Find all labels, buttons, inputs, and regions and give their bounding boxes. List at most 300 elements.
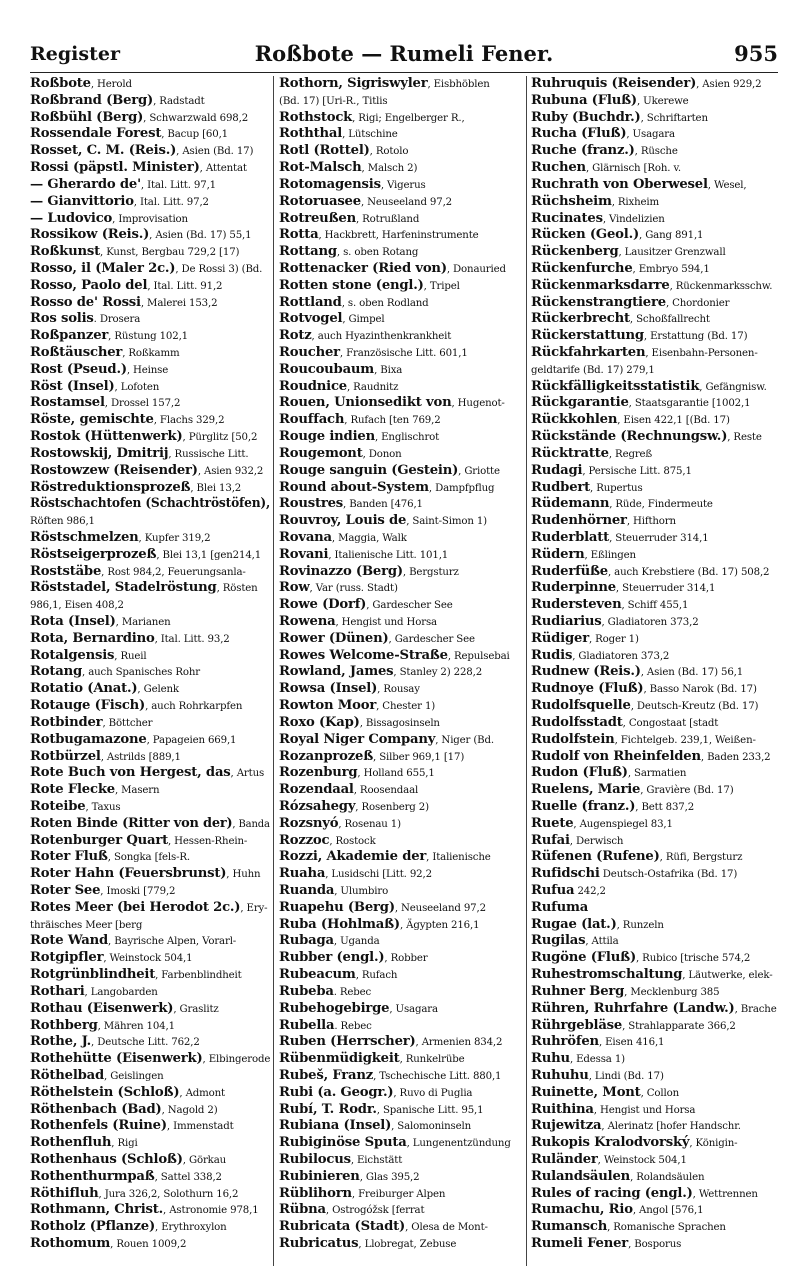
index-entry: [30, 93, 270, 110]
entry-reference: , Flachs 329,2: [153, 415, 225, 427]
entry-reference: , Gravière (Bd. 17): [640, 785, 734, 797]
index-entry: [30, 429, 270, 446]
entry-reference: , Gladiatoren 373,2: [572, 650, 670, 662]
entry-reference: , Lausitzer Grenzwall: [618, 247, 726, 259]
column-divider: [273, 76, 274, 1266]
index-entry: [30, 933, 270, 950]
entry-reference: , Eisen 416,1: [598, 1037, 665, 1049]
entry-headword: Roucher: [279, 345, 340, 360]
index-entry: [279, 1068, 523, 1085]
entry-headword: Rote Buch von Hergest, das: [30, 765, 231, 781]
entry-reference: , Schiff 455,1: [621, 600, 689, 612]
index-entry: [279, 362, 523, 379]
entry-headword: Rotl (Rottel): [279, 143, 370, 159]
entry-headword: Rower (Dünen): [279, 630, 389, 646]
index-entry: [531, 1118, 779, 1135]
entry-headword: Rudis: [531, 647, 573, 663]
index-entry: [279, 76, 523, 93]
entry-headword: Ruete: [531, 815, 574, 831]
entry-reference: 242,2: [574, 886, 606, 897]
entry-reference: , Reste: [727, 432, 762, 444]
index-entry: [531, 648, 779, 665]
index-entry: [531, 1219, 779, 1236]
entry-reference: , Rotrußland: [355, 213, 420, 225]
index-entry: [30, 1186, 270, 1203]
header-rule: [30, 72, 778, 73]
entry-reference: , Niger (Bd.: [435, 734, 494, 746]
entry-headword: Rotomagensis: [279, 176, 381, 192]
entry-headword: Rotvogel: [279, 311, 343, 327]
entry-headword: Rozzi, Akademie der: [279, 849, 427, 865]
entry-headword: Rückerbrecht: [531, 311, 630, 327]
index-entry: [30, 950, 270, 967]
column-divider: [526, 76, 527, 1266]
entry-reference: , Chester 1): [376, 701, 436, 713]
entry-headword: Ruhuhu: [531, 1067, 589, 1083]
entry-reference: , Chordonier: [665, 297, 730, 309]
entry-headword: Rubehogebirge: [279, 1000, 390, 1016]
entry-headword: Roststäbe: [30, 563, 102, 579]
entry-reference: , Drossel 157,2: [104, 398, 181, 410]
index-entry: [279, 110, 523, 127]
index-entry: [279, 160, 523, 177]
index-entry: [531, 984, 779, 1001]
entry-headword: Rüdemann: [531, 496, 610, 512]
entry-headword: Rost (Pseud.): [30, 361, 127, 377]
entry-headword: Rotang: [30, 664, 83, 680]
index-entry: [531, 177, 779, 194]
entry-reference: , Rosenau 1): [338, 818, 401, 830]
entry-reference: , Baden 233,2: [700, 751, 771, 763]
entry-headword: Rugilas: [531, 933, 586, 949]
entry-headword: Rubinieren: [279, 1168, 360, 1184]
index-entry: [531, 664, 779, 681]
entry-reference: , Läutwerke, elek-: [682, 970, 773, 982]
entry-headword: Rumeli Fener: [531, 1236, 629, 1252]
entry-reference: , Königin-: [689, 1138, 738, 1150]
entry-headword: Ruithina: [531, 1101, 594, 1117]
index-entry: [531, 93, 779, 110]
entry-reference: , Asien 929,2: [696, 79, 762, 90]
index-entry: [279, 1186, 523, 1203]
index-entry: [279, 967, 523, 984]
index-entry: [279, 345, 523, 362]
index-entry: [531, 379, 779, 396]
entry-reference: , Kunst, Bergbau 729,2 [17): [100, 247, 240, 259]
index-entry: [531, 463, 779, 480]
index-entry: [279, 530, 523, 547]
entry-reference: , Hengist und Horsa: [335, 617, 437, 628]
entry-reference: thräisches Meer [berg: [30, 919, 143, 931]
entry-headword: Rubeš, Franz: [279, 1067, 374, 1083]
entry-headword: Ruby (Buchdr.): [531, 109, 641, 125]
index-entry: [531, 1152, 779, 1169]
entry-reference: , Llobregat, Zebuse: [358, 1239, 457, 1251]
index-entry: [30, 126, 270, 143]
entry-reference: , Hugenot-: [451, 398, 505, 410]
index-entry: [531, 933, 779, 950]
entry-reference: , s. oben Rotang: [336, 247, 419, 259]
entry-reference: , Usagara: [389, 1003, 438, 1015]
entry-reference: , Papageien 669,1: [146, 734, 237, 746]
entry-reference: , Usagara: [626, 129, 675, 141]
entry-reference: , Ulumbiro: [334, 886, 389, 897]
entry-reference: , Rigi; Engelberger R.,: [352, 112, 465, 124]
index-entry: [30, 1085, 270, 1102]
entry-reference: , Derwisch: [569, 835, 624, 847]
entry-headword: Rumachu, Rio: [531, 1202, 633, 1218]
entry-reference: , Hifthorn: [626, 516, 676, 528]
index-entry: [30, 917, 270, 934]
entry-reference: , Deutsch-Kreutz (Bd. 17): [630, 701, 759, 713]
entry-reference: , Rolandsäulen: [630, 1171, 705, 1183]
index-entry: [279, 429, 523, 446]
entry-reference: , Staatsgarantie [1002,1: [628, 398, 751, 410]
index-entry: [279, 463, 523, 480]
index-entry: [531, 530, 779, 547]
entry-reference: , Rüstung 102,1: [108, 331, 188, 343]
entry-headword: — Gherardo de': [30, 176, 141, 192]
index-entry: [279, 1051, 523, 1068]
entry-reference: , Ery-: [240, 902, 268, 914]
index-entry: [531, 227, 779, 244]
entry-reference: , Gladiatoren 373,2: [601, 617, 699, 628]
entry-headword: Rubricata (Stadt): [279, 1219, 406, 1235]
index-entry: [279, 950, 523, 967]
index-entry: [531, 1102, 779, 1119]
index-entry: [279, 1219, 523, 1236]
index-entry: [279, 816, 523, 833]
entry-reference: , Raudnitz: [346, 381, 399, 393]
index-entry: [531, 362, 779, 379]
entry-reference: , Immenstadt: [166, 1121, 234, 1133]
index-entry: [30, 749, 270, 766]
entry-reference: , Elbingerode: [202, 1054, 270, 1066]
entry-reference: , Rüfi, Bergsturz: [659, 852, 743, 864]
entry-reference: , Bayrische Alpen, Vorarl-: [108, 936, 237, 948]
entry-reference: , Vindelizien: [602, 213, 665, 225]
entry-headword: Rühren, Ruhrfahre (Landw.): [531, 1000, 735, 1016]
index-entry: [30, 698, 270, 715]
entry-headword: Rugöne (Fluß): [531, 950, 636, 966]
index-entry: [531, 547, 779, 564]
entry-reference: , Artus: [230, 768, 265, 780]
index-entry: [279, 648, 523, 665]
index-entry: [30, 597, 270, 614]
entry-reference: , Eisen 422,1 [(Bd. 17): [617, 415, 730, 427]
entry-reference: , Geislingen: [104, 1070, 164, 1082]
entry-headword: Rotbugamazone: [30, 731, 147, 747]
index-entry: [531, 143, 779, 160]
entry-reference: , Salomoninseln: [391, 1121, 472, 1133]
index-entry: [30, 278, 270, 295]
entry-reference: , Blei 13,1 [gen214,1: [156, 549, 262, 561]
entry-reference: , Bergsturz: [402, 566, 459, 578]
entry-headword: Roteibe: [30, 798, 86, 814]
entry-reference: , Asien (Bd. 17): [176, 146, 254, 158]
entry-reference: . Drosera: [93, 314, 141, 326]
entry-headword: Rowsa (Insel): [279, 681, 378, 697]
index-entry: [531, 631, 779, 648]
index-entry: [279, 93, 523, 110]
entry-reference: , Attentat: [199, 163, 247, 175]
entry-headword: Roter See: [30, 883, 101, 898]
index-entry: [30, 1135, 270, 1152]
entry-reference: , Erstattung (Bd. 17): [643, 331, 748, 343]
entry-reference: , Alerinatz [hofer Handschr.: [601, 1121, 741, 1133]
index-entry: [531, 211, 779, 228]
entry-headword: Rothenfluh: [30, 1135, 112, 1151]
entry-reference: , Hackbrett, Harfeninstrumente: [318, 230, 479, 242]
index-entry: [279, 900, 523, 917]
entry-headword: Rudersteven: [531, 597, 622, 613]
entry-headword: Rufuma: [531, 899, 589, 915]
index-entry: [30, 564, 270, 581]
index-entry: [531, 866, 779, 883]
entry-headword: Rote Wand: [30, 933, 109, 949]
index-entry: [30, 984, 270, 1001]
entry-reference: , Russische Litt.: [168, 448, 249, 460]
entry-reference: , Vigerus: [380, 179, 426, 191]
index-entry: [531, 76, 779, 93]
index-entry: [30, 194, 270, 211]
index-entry: [531, 311, 779, 328]
index-entry: [30, 580, 270, 597]
index-entry: [531, 698, 779, 715]
index-entry: [531, 681, 779, 698]
entry-headword: Roththal: [279, 126, 343, 142]
index-entry: [531, 1236, 779, 1253]
entry-headword: Röthelbad: [30, 1067, 105, 1083]
entry-headword: — Ludovico: [30, 210, 113, 226]
entry-reference: , Wesel,: [707, 179, 747, 191]
entry-reference: , Weinstock 504,1: [103, 953, 193, 965]
index-entry: [279, 244, 523, 261]
index-entry: [279, 749, 523, 766]
entry-headword: Rudon (Fluß): [531, 765, 628, 781]
index-entry: [279, 1085, 523, 1102]
entry-reference: , Schoßfallrecht: [629, 314, 710, 326]
entry-headword: Roucoubaum: [279, 361, 375, 377]
index-entry: [531, 395, 779, 412]
index-entry: [531, 799, 779, 816]
entry-reference: , Persische Litt. 875,1: [582, 465, 692, 477]
index-entry: [279, 211, 523, 228]
index-entry: [30, 883, 270, 900]
index-entry: [30, 446, 270, 463]
entry-headword: Roßkunst: [30, 244, 101, 260]
entry-reference: , Congostaat [stadt: [622, 717, 719, 729]
entry-headword: Rothenfels (Ruine): [30, 1118, 167, 1134]
entry-headword: Ruapehu (Berg): [279, 899, 395, 915]
entry-headword: Rules of racing (engl.): [531, 1185, 693, 1201]
entry-reference: , Lusidschi [Litt. 92,2: [325, 869, 432, 881]
entry-reference: , Pürglitz [50,2: [182, 432, 258, 444]
entry-reference: , Olesa de Mont-: [405, 1222, 488, 1234]
index-entry: [30, 1068, 270, 1085]
entry-headword: Rückenmarksdarre: [531, 277, 670, 293]
entry-reference: , Gang 891,1: [639, 230, 704, 242]
entry-reference: , Graslitz: [173, 1003, 219, 1015]
entry-reference: Röften 986,1: [30, 516, 95, 528]
entry-headword: Rosset, C. M. (Reis.): [30, 143, 177, 159]
index-entry: [531, 412, 779, 429]
index-entry: [279, 917, 523, 934]
entry-reference: , Langobarden: [84, 986, 158, 998]
index-entry: [279, 984, 523, 1001]
entry-reference: , Silber 969,1 [17): [373, 751, 465, 763]
entry-reference: , Rüsche: [634, 146, 678, 158]
running-head-center: Roßbote — Rumeli Fener.: [254, 41, 554, 66]
entry-reference: , Embryo 594,1: [632, 263, 710, 275]
entry-reference: , Bacup [60,1: [161, 129, 229, 141]
entry-headword: Rotgipfler: [30, 950, 104, 966]
entry-reference: , Astronomie 978,1: [163, 1205, 259, 1217]
index-entry: [279, 412, 523, 429]
entry-reference: , Englischrot: [374, 432, 440, 444]
entry-headword: Rotauge (Fisch): [30, 698, 146, 714]
index-entry: [531, 732, 779, 749]
entry-reference: , Sattel 338,2: [154, 1171, 222, 1183]
index-entry: [30, 765, 270, 782]
entry-headword: Rotoruasee: [279, 193, 361, 209]
entry-headword: Ruche (franz.): [531, 143, 635, 159]
entry-reference: , Kupfer 319,2: [138, 532, 211, 544]
entry-headword: Rückenstrangtiere: [531, 294, 666, 310]
entry-headword: Ruben (Herrscher): [279, 1034, 416, 1050]
entry-reference: , Gardescher See: [366, 600, 453, 612]
index-entry: [531, 496, 779, 513]
entry-headword: Rouen, Unionsedikt von: [279, 395, 452, 411]
entry-headword: Rugae (lat.): [531, 916, 617, 932]
entry-reference: , Rufach [ten 769,2: [344, 415, 441, 427]
entry-headword: Rujewitza: [531, 1118, 602, 1134]
entry-headword: Ruländer: [531, 1152, 598, 1167]
entry-headword: Rozzoc: [279, 832, 330, 848]
entry-headword: Rüfenen (Rufene): [531, 849, 660, 865]
entry-headword: Roßbühl (Berg): [30, 109, 144, 125]
entry-reference: , Uganda: [333, 936, 380, 948]
entry-reference: , Donon: [362, 448, 402, 460]
entry-headword: Rowton Moor: [279, 698, 377, 714]
index-entry: [531, 950, 779, 967]
entry-headword: Rübenmüdigkeit: [279, 1051, 400, 1067]
entry-headword: Rudolfsquelle: [531, 698, 631, 714]
index-entry: [279, 496, 523, 513]
index-entry: [531, 1169, 779, 1186]
index-entry: [279, 883, 523, 900]
index-entry: [279, 681, 523, 698]
index-entry: [279, 849, 523, 866]
index-entry: [531, 244, 779, 261]
entry-headword: Rostamsel: [30, 395, 105, 411]
entry-headword: Rouge sanguin (Gestein): [279, 462, 459, 478]
entry-headword: Rudolf von Rheinfelden: [531, 748, 701, 764]
index-entry: [279, 1169, 523, 1186]
index-entry: [531, 883, 779, 900]
entry-headword: Ruderpinne: [531, 580, 616, 596]
entry-headword: Rothau (Eisenwerk): [30, 1000, 174, 1016]
entry-headword: Rubiginöse Sputa: [279, 1135, 407, 1151]
index-entry: [531, 1186, 779, 1203]
entry-reference: , Angol [576,1: [632, 1205, 704, 1217]
entry-headword: Röststadel, Stadelröstung: [30, 580, 217, 596]
entry-headword: Rotalgensis: [30, 647, 115, 663]
index-entry: [531, 782, 779, 799]
entry-reference: , Rösten: [216, 583, 258, 595]
entry-headword: Rufai: [531, 832, 570, 848]
entry-headword: Rouffach: [279, 412, 345, 428]
entry-reference: , Bixa: [374, 364, 403, 376]
entry-reference: , Glärnisch [Roh. v.: [585, 163, 681, 175]
entry-reference: , Hengist und Horsa: [593, 1104, 696, 1116]
entry-reference: , Maggia, Walk: [331, 532, 407, 544]
entry-reference: , Gefängnisw.: [699, 381, 767, 393]
entry-headword: Rovinazzo (Berg): [279, 563, 403, 579]
index-entry: [30, 295, 270, 312]
entry-headword: Röstschachtofen (Schachtröstöfen),: [30, 496, 270, 512]
entry-headword: Rückfahrkarten: [531, 345, 646, 360]
index-entry: [30, 681, 270, 698]
entry-reference: , Brache: [734, 1003, 777, 1015]
entry-reference: , Rousay: [377, 684, 420, 696]
entry-reference: , Bosporus: [628, 1239, 682, 1251]
entry-reference: , Runzeln: [616, 919, 664, 931]
entry-reference: , Regreß: [608, 448, 653, 460]
index-entry: [30, 496, 270, 513]
entry-reference: , Tschechische Litt. 880,1: [373, 1070, 502, 1082]
entry-reference: , Collon: [640, 1087, 679, 1099]
index-entry: [279, 1135, 523, 1152]
entry-reference: , Repulsebai: [447, 650, 510, 662]
entry-headword: Rowe (Dorf): [279, 597, 367, 613]
index-entry: [279, 395, 523, 412]
index-entry: [279, 1152, 523, 1169]
index-entry: [30, 1169, 270, 1186]
entry-reference: , Schriftarten: [640, 112, 708, 124]
entry-reference: , Bett 837,2: [635, 801, 695, 813]
entry-headword: Rüblihorn: [279, 1185, 352, 1201]
index-entry: [531, 833, 779, 850]
entry-headword: Rumansch: [531, 1219, 608, 1235]
entry-headword: Ruhestromschaltung: [531, 967, 683, 983]
index-entry: [279, 782, 523, 799]
entry-headword: Rotreußen: [279, 210, 356, 226]
entry-reference: geldtarife (Bd. 17) 279,1: [531, 364, 655, 376]
index-entry: [279, 866, 523, 883]
entry-headword: Rozanprozeß: [279, 748, 374, 764]
entry-headword: Rotten stone (engl.): [279, 277, 424, 293]
entry-headword: Ruelens, Marie: [531, 782, 641, 798]
entry-headword: Rothberg: [30, 1017, 98, 1033]
entry-headword: Rüdern: [531, 546, 585, 562]
entry-reference: , Dampfpflug: [428, 482, 495, 494]
entry-headword: Rukopis Kralodvorský: [531, 1135, 690, 1151]
entry-reference: , Lindi (Bd. 17): [588, 1070, 664, 1082]
entry-headword: Rotz: [279, 328, 312, 344]
index-entry: [30, 1236, 270, 1253]
entry-reference: , Holland 655,1: [357, 768, 435, 780]
entry-headword: Rottenacker (Ried von): [279, 260, 447, 276]
entry-headword: Ruhner Berg: [531, 983, 625, 999]
entry-headword: Rübna: [279, 1202, 326, 1218]
entry-reference: , Eßlingen: [584, 549, 636, 561]
entry-reference: (Bd. 17) [Uri-R., Titlis: [279, 95, 388, 107]
entry-reference: , Attila: [585, 936, 619, 948]
index-entry: [30, 1018, 270, 1035]
entry-reference: , Deutsche Litt. 762,2: [91, 1037, 200, 1049]
index-entry: [279, 698, 523, 715]
